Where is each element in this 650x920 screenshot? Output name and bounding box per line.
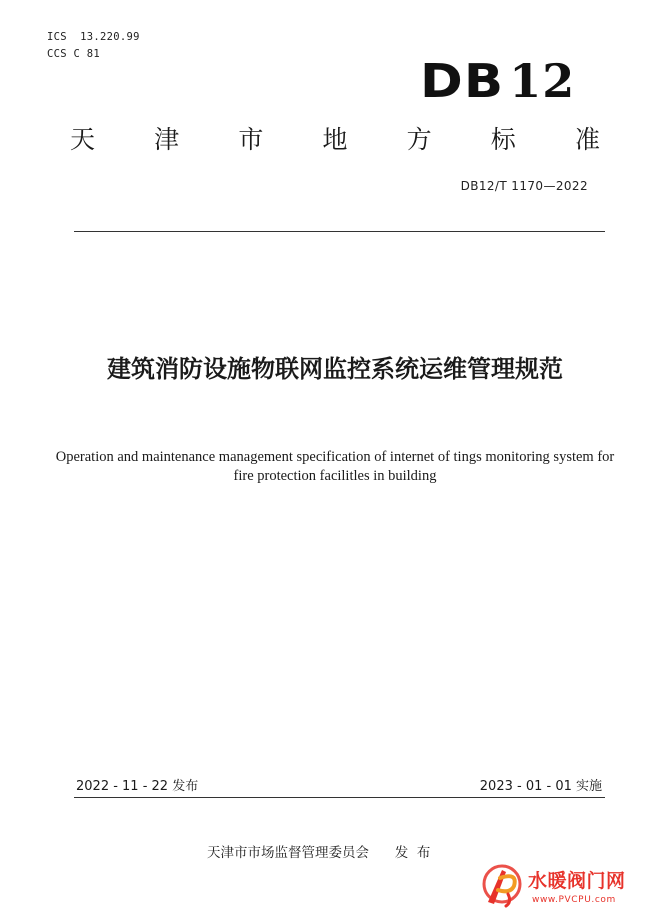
- top-divider: [74, 231, 605, 232]
- watermark-url: www.PVCPU.com: [532, 895, 616, 905]
- publisher-name: 天津市市场监督管理委员会: [207, 845, 369, 861]
- standard-type-char: 天: [70, 125, 96, 154]
- ccs-code: CCS C 81: [47, 48, 100, 60]
- publish-action: 发 布: [394, 845, 431, 861]
- implementation-date: 2023 - 01 - 01 实施: [479, 779, 602, 794]
- issue-date: 2022 - 11 - 22 发布: [76, 779, 199, 794]
- standard-type-char: 地: [322, 125, 348, 154]
- logo-prefix: DB: [420, 54, 505, 108]
- publisher-line: [207, 841, 430, 861]
- watermark-logo-icon: [478, 858, 526, 910]
- standard-type-char: 准: [574, 125, 600, 154]
- logo-number: 12: [509, 54, 576, 108]
- chinese-title: 建筑消防设施物联网监控系统运维管理规范: [107, 355, 563, 383]
- standard-code: DB12/T 1170—2022: [460, 179, 588, 193]
- standard-type-char: 津: [154, 125, 180, 154]
- standard-type-char: 市: [238, 125, 264, 154]
- db12-logo: [420, 56, 590, 106]
- bottom-divider: [74, 797, 605, 798]
- standard-type-char: 方: [406, 125, 432, 154]
- ics-code: ICS 13.220.99: [47, 31, 140, 43]
- standard-type-char: 标: [490, 125, 516, 154]
- english-title: Operation and maintenance management specification of internet of tings monitoring system for fire protection facilitles in building: [55, 449, 615, 484]
- watermark-name: 水暖阀门网: [528, 870, 626, 892]
- standard-type-heading: [70, 122, 600, 158]
